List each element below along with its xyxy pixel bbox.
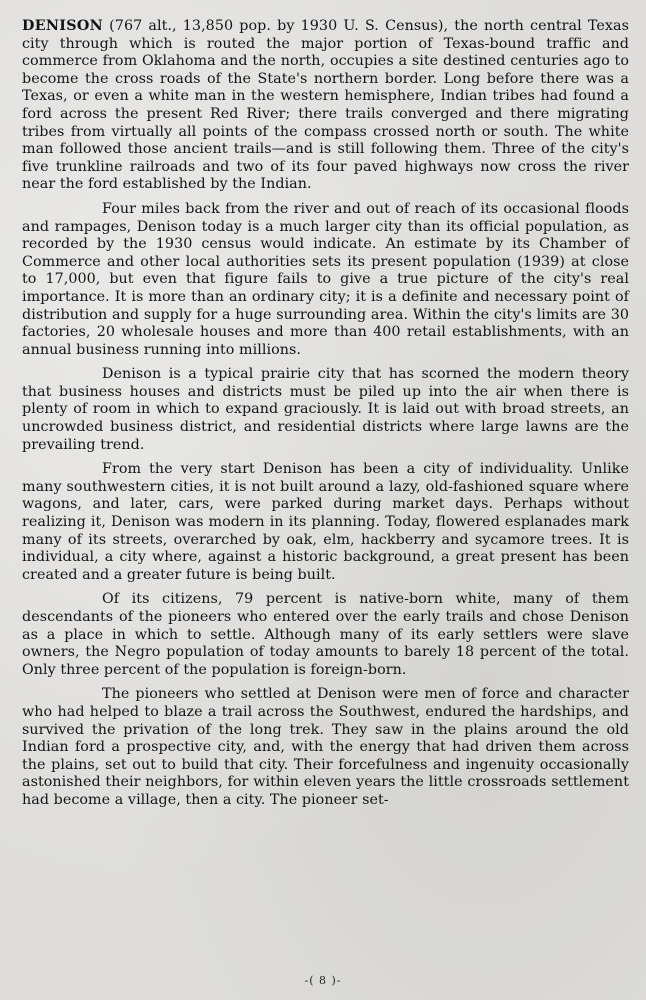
city-name-heading: DENISON	[22, 18, 103, 34]
paragraph-2: Four miles back from the river and out of reach of its occasional floods and rampages, Denison today is a much larger city than its official population, as recorded by the 1930 census would indicate. An estimate by its Chamber of Commerce and other local authorities sets its present population (1939) at close to 17,000, but even that figure fails to give a true picture of the city's real importance. It is more than an ordinary city; it is a definite and necessary point of distribution and supply for a huge surrounding area. Within the city's limits are 30 factories, 20 wholesale houses and more than 400 retail establishments, with an annual business running into millions.	[22, 200, 629, 358]
paragraph-3: Denison is a typical prairie city that has scorned the modern theory that business houses and districts must be piled up into the air when there is plenty of room in which to expand graciously. It is laid out with broad streets, an uncrowded business district, and residential districts where large lawns are the prevailing trend.	[22, 366, 629, 453]
paragraph-5: Of its citizens, 79 percent is native-born white, many of them descendants of the pioneers who entered over the early trails and chose Denison as a place in which to settle. Although many of its early settlers were slave owners, the Negro population of today amounts to barely 18 percent of the total. Only three percent of the population is foreign-born.	[22, 591, 629, 678]
paragraph-1-text: (767 alt., 13,850 pop. by 1930 U. S. Census), the north central Texas city through which is routed the major portion of Texas-bound traffic and commerce from Oklahoma and the north, occupies a site destined centuries ago to become the cross roads of the State's northern border. Long before there was a Texas, or even a white man in the western hemisphere, Indian tribes had found a ford across the present Red River; there trails converged and there migrating tribes from virtually all points of the compass crossed north or south. The white man followed those ancient trails—and is still following them. Three of the city's five trunkline railroads and two of its four paved highways now cross the river near the ford established by the Indian.	[22, 18, 629, 193]
paragraph-1	[22, 18, 629, 194]
paragraph-6: The pioneers who settled at Denison were men of force and character who had helped to blaze a trail across the Southwest, endured the hardships, and survived the privation of the long trek. They saw in the plains around the old Indian ford a prospective city, and, with the energy that had driven them across the plains, set out to build that city. Their forcefulness and ingenuity occasionally astonished their neighbors, for within eleven years the little crossroads settlement had become a village, then a city. The pioneer set-	[22, 686, 629, 808]
page-number: -( 8 )-	[304, 974, 342, 987]
body-text	[22, 18, 629, 810]
paragraph-4: From the very start Denison has been a city of individuality. Unlike many southwestern cities, it is not built around a lazy, old-fashioned square where wagons, and later, cars, were parked during market days. Perhaps without realizing it, Denison was modern in its planning. Today, flowered esplanades mark many of its streets, overarched by oak, elm, hackberry and sycamore trees. It is individual, a city where, against a historic background, a great present has been created and a greater future is being built.	[22, 461, 629, 583]
